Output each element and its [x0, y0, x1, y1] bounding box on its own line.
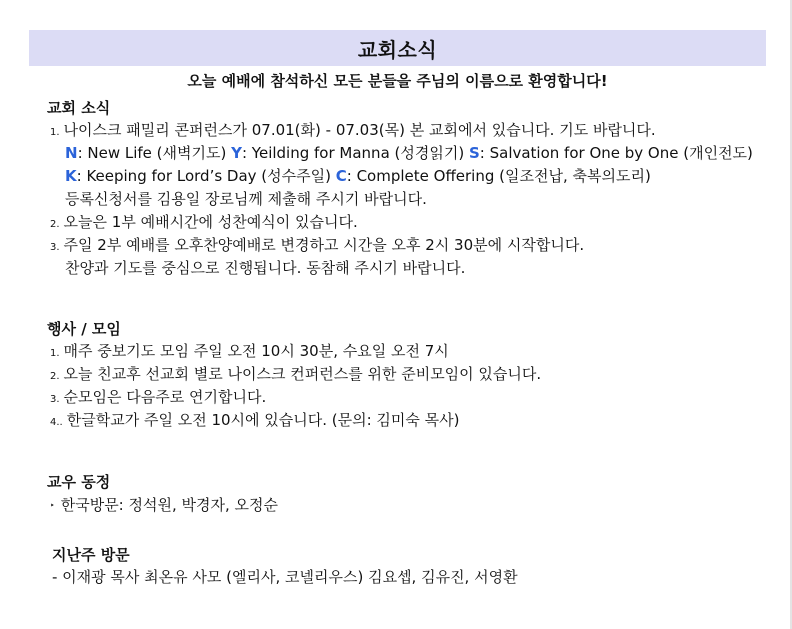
acronym-letter-n: N [65, 144, 78, 162]
item-number: 3. [50, 242, 60, 253]
item-text: 매주 중보기도 모임 주일 오전 10시 30분, 수요일 오전 7시 [63, 342, 449, 360]
acronym-letter-k: K [65, 167, 77, 185]
page-title: 교회소식 [357, 37, 438, 62]
visitors-list: - 이재광 목사 최온유 사모 (엘리사, 코넬리우스) 김요셉, 김유진, 서영환 [52, 568, 518, 586]
bullet-icon: ‣ [50, 500, 55, 510]
section-heading-members: 교우 동정 [47, 473, 111, 491]
list-item [50, 340, 449, 365]
item-text: 주일 2부 예배를 오후찬양예배로 변경하고 시간을 오후 2시 30분에 시작합니다. [63, 236, 585, 254]
list-item [50, 363, 541, 388]
acronym-text-c: : Complete Offering (일조전납, 축복의도리) [346, 167, 651, 185]
list-item [50, 119, 656, 144]
section-heading-events: 행사 / 모임 [47, 320, 121, 338]
acronym-letter-y: Y [231, 144, 242, 162]
title-banner [29, 30, 766, 66]
item-number: 1. [50, 348, 60, 359]
item-number: 3. [50, 394, 60, 405]
acronym-text-n: : New Life (새벽기도) [77, 144, 232, 162]
item-number: 2. [50, 219, 60, 230]
item-text: 순모임은 다음주로 연기합니다. [63, 388, 267, 406]
acronym-text-k: : Keeping for Lord’s Day (성수주일) [76, 167, 336, 185]
section-heading-church-news: 교회 소식 [47, 99, 111, 117]
item-continuation: 찬양과 기도를 중심으로 진행됩니다. 동참해 주시기 바랍니다. [65, 259, 466, 277]
list-item [50, 386, 266, 411]
item-number: 1. [50, 127, 60, 138]
acronym-letter-s: S [468, 144, 480, 162]
nysk-line-2 [65, 165, 651, 187]
item-text: 오늘은 1부 예배시간에 성찬예식이 있습니다. [63, 213, 358, 231]
acronym-letter-c: C [335, 167, 347, 185]
list-item [50, 409, 460, 434]
item-text: 한국방문: 정석원, 박경자, 오정순 [60, 496, 278, 514]
item-text: 나이스크 패밀리 콘퍼런스가 07.01(화) - 07.03(목) 본 교회에서 있습니다. 기도 바랍니다. [63, 121, 656, 139]
item-number: 4.. [50, 417, 63, 428]
item-text: 오늘 친교후 선교회 별로 나이스크 컨퍼런스를 위한 준비모임이 있습니다. [63, 365, 542, 383]
acronym-text-s: : Salvation for One by One (개인전도) [479, 144, 753, 162]
item-continuation: 등록신청서를 김용일 장로님께 제출해 주시기 바랍니다. [65, 190, 427, 208]
item-number: 2. [50, 371, 60, 382]
list-item [50, 494, 278, 517]
acronym-text-y: : Yeilding for Manna (성경읽기) [241, 144, 469, 162]
list-item [50, 211, 358, 236]
item-text: 한글학교가 주일 오전 10시에 있습니다. (문의: 김미숙 목사) [66, 411, 460, 429]
welcome-message: 오늘 예배에 참석하신 모든 분들을 주님의 이름으로 환영합니다! [187, 72, 608, 90]
list-item [50, 234, 584, 259]
section-heading-visitors: 지난주 방문 [52, 546, 130, 564]
nysk-line-1 [65, 142, 753, 164]
